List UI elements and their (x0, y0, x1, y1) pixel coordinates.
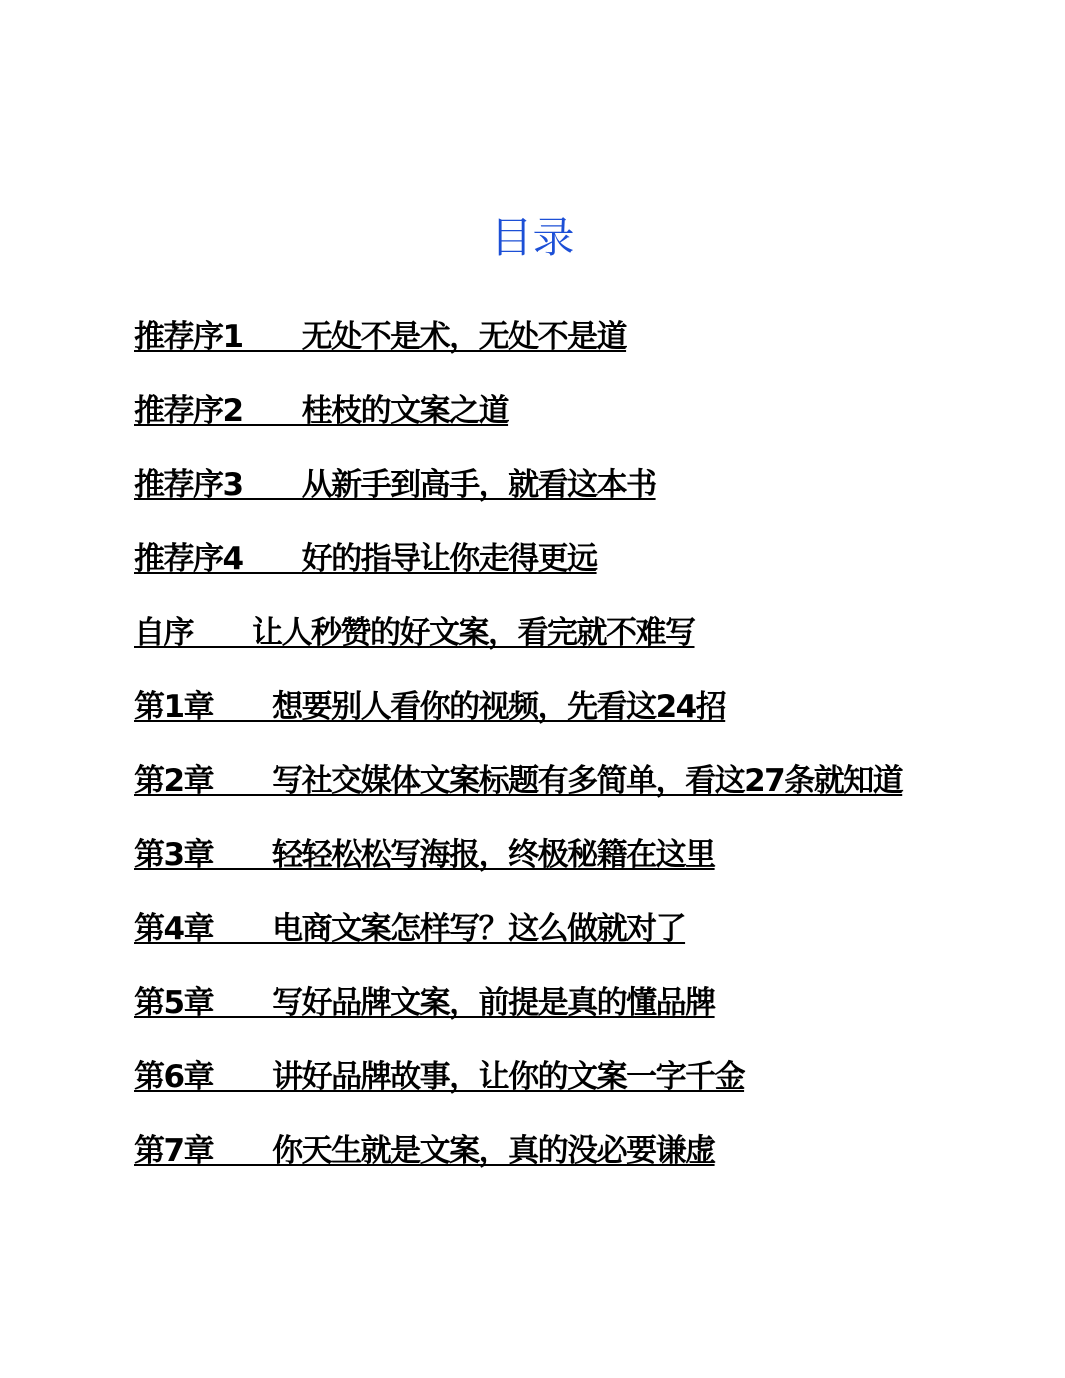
toc-item-preface-1 (134, 318, 924, 356)
toc-link-chapter-1[interactable]: 第1章 想要别人看你的视频，先看这24招 (134, 689, 726, 725)
toc-item-chapter-4 (134, 910, 924, 948)
page-title: 目录 (490, 213, 575, 262)
toc-link-preface-3[interactable]: 推荐序3 从新手到高手，就看这本书 (134, 467, 656, 503)
toc-link-chapter-3[interactable]: 第3章 轻轻松松写海报，终极秘籍在这里 (134, 837, 715, 873)
toc-item-chapter-6 (134, 1058, 924, 1096)
toc-link-author-preface[interactable]: 自序 让人秒赞的好文案，看完就不难写 (134, 615, 695, 651)
toc-item-chapter-2 (134, 762, 924, 800)
toc-item-chapter-5 (134, 984, 924, 1022)
table-of-contents (134, 318, 924, 1206)
toc-link-preface-4[interactable]: 推荐序4 好的指导让你走得更远 (134, 541, 597, 577)
toc-link-preface-1[interactable]: 推荐序1 无处不是术，无处不是道 (134, 319, 627, 355)
toc-link-preface-2[interactable]: 推荐序2 桂枝的文案之道 (134, 393, 509, 429)
toc-item-chapter-1 (134, 688, 924, 726)
toc-link-chapter-7[interactable]: 第7章 你天生就是文案，真的没必要谦虚 (134, 1133, 715, 1169)
toc-item-chapter-7 (134, 1132, 924, 1170)
toc-link-chapter-5[interactable]: 第5章 写好品牌文案，前提是真的懂品牌 (134, 985, 715, 1021)
toc-link-chapter-4[interactable]: 第4章 电商文案怎样写？这么做就对了 (134, 911, 686, 947)
toc-item-preface-2 (134, 392, 924, 430)
toc-item-author-preface (134, 614, 924, 652)
toc-item-preface-3 (134, 466, 924, 504)
toc-item-preface-4 (134, 540, 924, 578)
toc-item-chapter-3 (134, 836, 924, 874)
toc-link-chapter-6[interactable]: 第6章 讲好品牌故事，让你的文案一字千金 (134, 1059, 745, 1095)
toc-link-chapter-2[interactable]: 第2章 写社交媒体文案标题有多简单，看这27条就知道 (134, 763, 903, 799)
